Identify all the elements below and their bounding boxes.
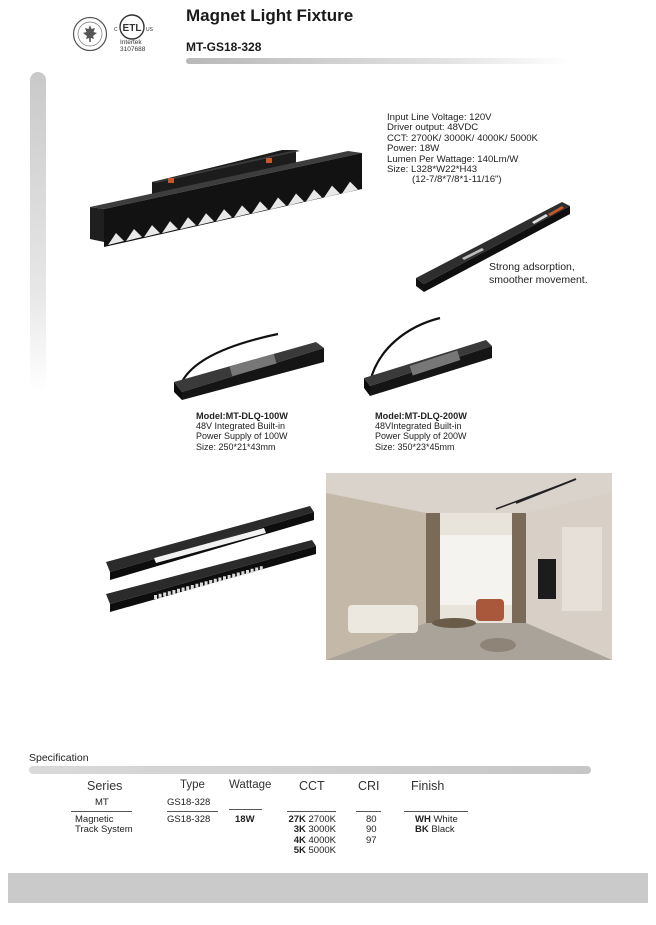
footer-bar bbox=[8, 873, 648, 903]
spec-driver-output: Driver output: 48VDC bbox=[387, 122, 479, 134]
row1-type: GS18-328 bbox=[167, 797, 211, 808]
driver-200w-line2: Power Supply of 200W bbox=[375, 431, 467, 442]
fixture-image bbox=[86, 145, 366, 255]
spot-cell bbox=[200, 583, 203, 587]
series-underline bbox=[71, 811, 132, 812]
driver-100w-image bbox=[170, 330, 330, 402]
spot-cell bbox=[214, 579, 217, 583]
driver-100w-model: Model:MT-DLQ-100W bbox=[196, 411, 288, 421]
etl-listed-mark bbox=[114, 13, 154, 41]
row2-series-line1: Magnetic bbox=[75, 814, 114, 825]
spot-cell bbox=[186, 586, 189, 590]
svg-text:ETL: ETL bbox=[122, 23, 142, 34]
spec-input-voltage: Input Line Voltage: 120V bbox=[387, 112, 492, 123]
spec-cct: CCT: 2700K/ 3000K/ 4000K/ 5000K bbox=[387, 132, 538, 144]
model-number: MT-GS18-328 bbox=[186, 40, 262, 54]
header-type: Type bbox=[180, 779, 205, 791]
spec-size: Size: L328*W22*H43 bbox=[387, 164, 478, 176]
row1-series: MT bbox=[95, 797, 109, 808]
header-divider bbox=[186, 58, 571, 64]
adsorption-line-1: Strong adsorption, bbox=[489, 261, 575, 273]
svg-text:C: C bbox=[114, 27, 118, 33]
header-finish: Finish bbox=[411, 779, 445, 793]
cct-code-3k: 3K bbox=[293, 824, 306, 836]
cri-97: 97 bbox=[366, 834, 377, 846]
finish-value-white: White bbox=[433, 814, 458, 825]
fixture-closeup-image bbox=[104, 500, 316, 618]
spot-cell bbox=[241, 571, 244, 575]
page-title: Magnet Light Fixture bbox=[186, 6, 354, 25]
spot-cell bbox=[159, 594, 162, 598]
spot-cell bbox=[172, 590, 175, 594]
cct-value-2700k: 2700K bbox=[308, 814, 336, 825]
cri-90: 90 bbox=[366, 824, 377, 836]
driver-200w-info bbox=[375, 411, 467, 452]
side-accent-bar bbox=[30, 72, 46, 392]
spot-cell bbox=[246, 570, 249, 574]
adsorption-caption bbox=[489, 261, 588, 286]
spec-size-inch: (12-7/8*7/8*1-11/16") bbox=[412, 174, 502, 186]
spec-lumen: Lumen Per Wattage: 140Lm/W bbox=[387, 153, 519, 165]
specification-divider bbox=[29, 766, 591, 774]
driver-100w-size: Size: 250*21*43mm bbox=[196, 441, 276, 452]
cct-underline bbox=[287, 811, 336, 812]
row2-type: GS18-328 bbox=[167, 814, 211, 825]
cri-underline bbox=[356, 811, 381, 812]
spot-cell bbox=[209, 580, 212, 584]
spot-cell bbox=[205, 581, 208, 585]
finish-value-black: Black bbox=[431, 824, 455, 836]
spot-cell bbox=[154, 595, 157, 599]
spot-cell bbox=[228, 575, 231, 579]
cct-value-5000k: 5000K bbox=[308, 845, 336, 857]
cct-code-4k: 4K bbox=[293, 834, 306, 846]
interior-photo bbox=[326, 473, 612, 660]
driver-200w-line1: 48VIntegrated Built-in bbox=[375, 421, 462, 432]
type-underline bbox=[167, 811, 218, 812]
spec-power: Power: 18W bbox=[387, 143, 440, 155]
spot-cell bbox=[191, 585, 194, 589]
spot-cell bbox=[218, 578, 221, 582]
driver-100w-info bbox=[196, 411, 288, 452]
finish-code-bk: BK bbox=[415, 824, 429, 836]
cert-text: Intertek bbox=[120, 39, 142, 46]
driver-100w-line1: 48V Integrated Built-in bbox=[196, 421, 286, 432]
header-cct: CCT bbox=[299, 779, 325, 793]
row2-wattage: 18W bbox=[235, 814, 255, 825]
adsorption-line-2: smoother movement. bbox=[489, 273, 588, 286]
spot-cell bbox=[232, 574, 235, 578]
row2-cri-list bbox=[366, 815, 377, 846]
specification-title: Specification bbox=[29, 752, 89, 764]
driver-200w-model: Model:MT-DLQ-200W bbox=[375, 411, 467, 421]
spec-list bbox=[387, 113, 538, 186]
cct-code-5k: 5K bbox=[293, 845, 306, 857]
spot-cell bbox=[195, 584, 198, 588]
spot-cell bbox=[177, 589, 180, 593]
driver-200w-image bbox=[360, 316, 496, 398]
spot-cell bbox=[223, 576, 226, 580]
spot-cell bbox=[260, 566, 263, 570]
finish-underline bbox=[404, 811, 468, 812]
spot-cell bbox=[251, 569, 254, 573]
wattage-underline bbox=[229, 809, 262, 810]
driver-100w-line2: Power Supply of 100W bbox=[196, 431, 288, 442]
cct-value-3000k: 3000K bbox=[308, 824, 336, 836]
driver-200w-size: Size: 350*23*45mm bbox=[375, 441, 455, 452]
row2-series-line2: Track System bbox=[75, 824, 133, 836]
row2-finish-list bbox=[415, 815, 458, 836]
row2-series bbox=[75, 815, 133, 836]
cert-number: 3107688 bbox=[120, 45, 146, 53]
cct-code-27k: 27K bbox=[288, 814, 306, 825]
svg-text:US: US bbox=[146, 27, 153, 33]
header-series: Series bbox=[87, 779, 123, 793]
spot-cell bbox=[237, 573, 240, 577]
finish-code-wh: WH bbox=[415, 814, 431, 825]
spot-cell bbox=[163, 593, 166, 597]
row2-cct-list bbox=[286, 815, 336, 857]
header-cri: CRI bbox=[358, 779, 380, 793]
cri-80: 80 bbox=[366, 814, 377, 825]
spot-cell bbox=[168, 591, 171, 595]
canada-certification-logo bbox=[72, 16, 108, 52]
header-wattage: Wattage bbox=[229, 779, 272, 791]
spot-cell bbox=[182, 588, 185, 592]
cct-value-4000k: 4000K bbox=[308, 834, 336, 846]
spot-cell bbox=[255, 568, 258, 572]
